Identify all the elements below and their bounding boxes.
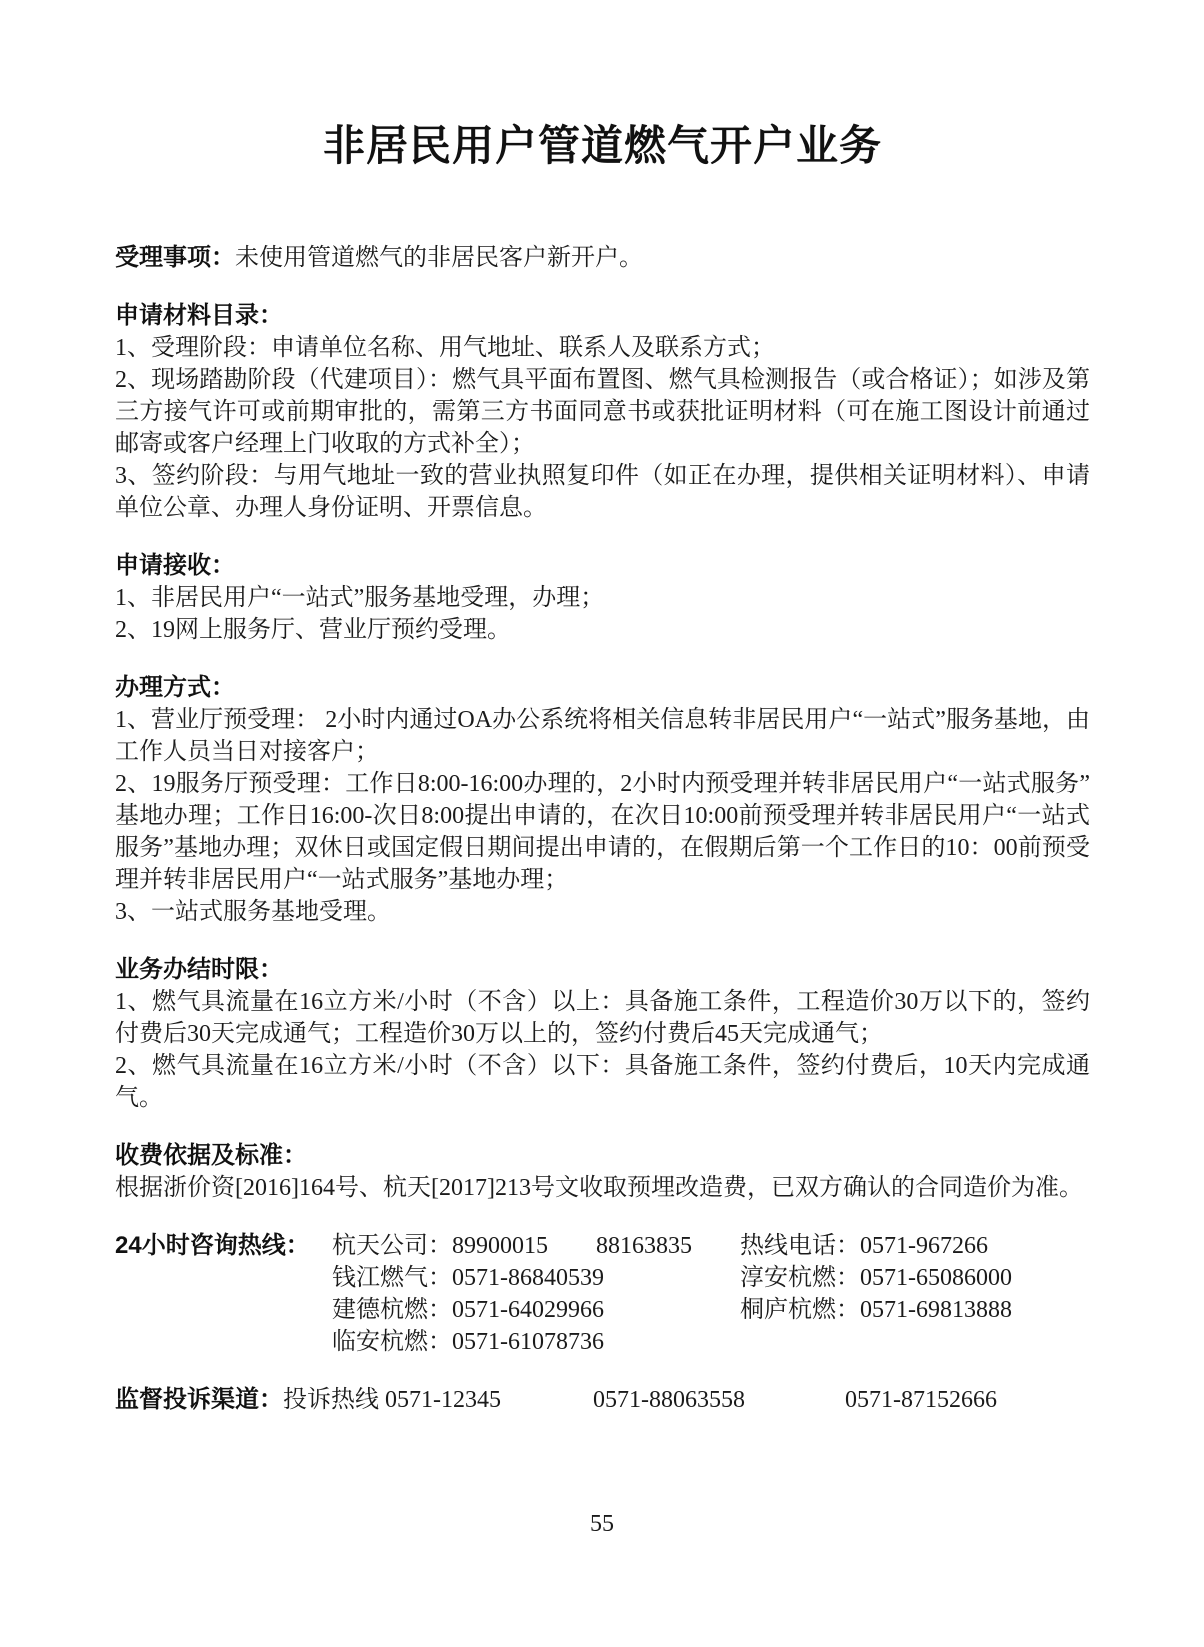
page-title: 非居民用户管道燃气开户业务 <box>322 122 882 169</box>
hotline-entry: 临安杭燃：0571-61078736 <box>332 1329 604 1355</box>
acceptance-scope-label: 受理事项： <box>115 244 235 271</box>
section-item: 2、现场踏勘阶段（代建项目）：燃气具平面布置图、燃气具检测报告（或合格证）；如涉及第三方接气许可或前期审批的，需第三方书面同意书或获批证明材料（可在施工图设计前通过邮寄或客户经理上门收取的方式补全）； <box>115 367 1090 457</box>
section-application-receive <box>115 550 1090 646</box>
section-item: 3、一站式服务基地受理。 <box>115 899 391 925</box>
section-item: 1、非居民用户“一站式”服务基地受理，办理； <box>115 585 605 611</box>
hotline-phone: 杭天公司：89900015 <box>332 1233 548 1259</box>
hotline-label: 24小时咨询热线： <box>115 1232 310 1259</box>
acceptance-scope-text: 未使用管道燃气的非居民客户新开户。 <box>235 245 643 271</box>
section-application-materials <box>115 300 1090 524</box>
section-processing-method <box>115 672 1090 928</box>
hotline-entry: 热线电话：0571-967266 <box>740 1233 988 1259</box>
complaint-label: 监督投诉渠道： <box>115 1386 283 1413</box>
section-item: 根据浙价资[2016]164号、杭天[2017]213号文收取预埋改造费，已双方确认的合同造价为准。 <box>115 1175 1083 1201</box>
acceptance-scope-line <box>115 242 1090 274</box>
section-item: 2、19网上服务厅、营业厅预约受理。 <box>115 617 511 643</box>
hotline-entry: 淳安杭燃：0571-65086000 <box>740 1265 1012 1291</box>
section-heading: 申请材料目录： <box>115 302 283 329</box>
complaint-hotline: 0571-88063558 <box>593 1387 745 1413</box>
complaint-hotline: 投诉热线 0571-12345 <box>283 1387 501 1413</box>
hotline-entry: 建德杭燃：0571-64029966 <box>332 1297 604 1323</box>
section-heading: 办理方式： <box>115 674 235 701</box>
section-heading: 业务办结时限： <box>115 956 283 983</box>
section-item: 1、营业厅预受理： 2小时内通过OA办公系统将相关信息转非居民用户“一站式”服务基地，由工作人员当日对接客户； <box>115 707 1090 765</box>
hotline-entry: 桐庐杭燃：0571-69813888 <box>740 1297 1012 1323</box>
section-item: 2、19服务厅预受理：工作日8:00-16:00办理的，2小时内预受理并转非居民用户“一站式服务”基地办理；工作日16:00-次日8:00提出申请的，在次日10:00前预受理并转非居民用户“一站式服务”基地办理；双休日或国定假日期间提出申请的，在假期后第一个工作日的10：00前预受理并转非居民用户“一站式服务”基地办理； <box>115 771 1090 893</box>
hotline-entry <box>332 1230 740 1262</box>
hotline-entry: 钱江燃气：0571-86840539 <box>332 1265 604 1291</box>
section-item: 1、受理阶段：申请单位名称、用气地址、联系人及联系方式； <box>115 335 775 361</box>
complaint-hotline: 0571-87152666 <box>845 1387 997 1413</box>
section-heading: 申请接收： <box>115 552 235 579</box>
hotline-row <box>115 1262 1090 1294</box>
hotline-row <box>115 1294 1090 1326</box>
page-number: 55 <box>590 1511 614 1537</box>
complaint-channel-section <box>115 1384 1090 1416</box>
section-fee-basis <box>115 1140 1090 1204</box>
section-heading: 收费依据及标准： <box>115 1142 307 1169</box>
section-completion-time-limit <box>115 954 1090 1114</box>
section-item: 1、燃气具流量在16立方米/小时（不含）以上：具备施工条件，工程造价30万以下的，签约付费后30天完成通气；工程造价30万以上的，签约付费后45天完成通气； <box>115 989 1090 1047</box>
hotline-section <box>115 1230 1090 1358</box>
hotline-phone: 88163835 <box>596 1233 692 1259</box>
section-item: 2、燃气具流量在16立方米/小时（不含）以下：具备施工条件，签约付费后，10天内完成通气。 <box>115 1053 1090 1111</box>
section-item: 3、签约阶段：与用气地址一致的营业执照复印件（如正在办理，提供相关证明材料）、申请单位公章、办理人身份证明、开票信息。 <box>115 463 1090 521</box>
hotline-row <box>115 1230 1090 1262</box>
hotline-row <box>115 1326 1090 1358</box>
